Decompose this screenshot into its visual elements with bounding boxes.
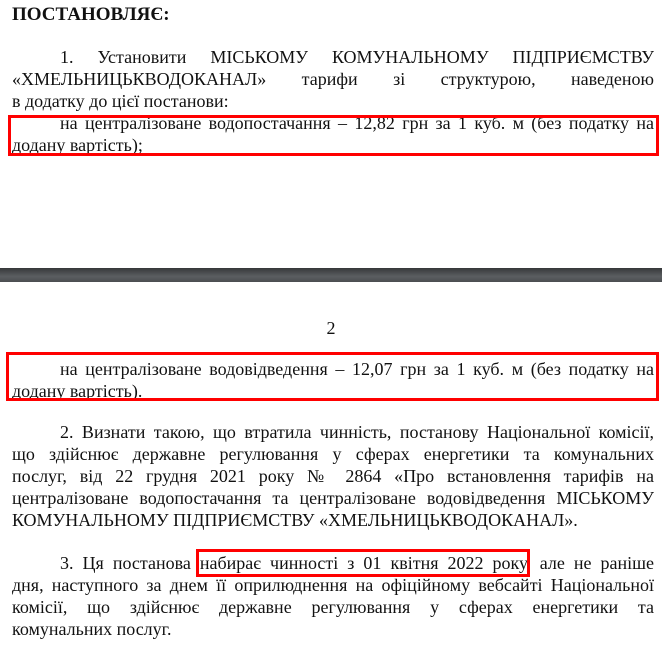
text-line: на централізоване водовідведення – 12,07 грн за 1 куб. м (без податку на [60,359,654,379]
text-line: дня, наступного за днем її оприлюднення на офіційному вебсайті Національної [12,575,654,595]
text-line: комунальних послуг. [12,619,172,639]
text-line: «ХМЕЛЬНИЦЬКВОДОКАНАЛ» тарифи зі структурою, наведеною [12,69,654,89]
text-line [12,552,654,574]
highlight-box-drainage [6,352,659,401]
text-line: додану вартість); [12,135,143,155]
text-line: в додатку до цієї постанови: [12,91,229,111]
paragraph-2 [12,421,654,531]
paragraph-3 [12,552,654,640]
text-line: на централізоване водопостачання – 12,82 грн за 1 куб. м (без податку на [60,113,654,133]
text-line: що здійснює державне регулювання у сферах енергетики та комунальних [12,444,654,464]
text-line: КОМУНАЛЬНОМУ ПІДПРИЄМСТВУ «ХМЕЛЬНИЦЬКВОДОКАНАЛ». [12,510,578,530]
paragraph-1 [12,46,654,112]
highlight-effective-date: набирає чинності з 01 квітня 2022 року [199,553,527,573]
text-line: комісії, що здійснює державне регулювання у сферах енергетики та [12,597,654,617]
page-number: 2 [326,318,336,338]
resolution-heading: ПОСТАНОВЛЯЄ: [12,4,170,25]
highlight-box-water-supply [8,115,659,156]
text-line: додану вартість). [12,381,143,401]
text-line: централізоване водопостачання та централізоване водовідведення МІСЬКОМУ [12,488,654,508]
text-line: послуг, від 22 грудня 2021 року № 2864 «Про встановлення тарифів на [12,466,654,486]
text-fragment: 3. Ця постанова [60,553,200,573]
text-line: 1. Установити МІСЬКОМУ КОМУНАЛЬНОМУ ПІДПРИЄМСТВУ [60,47,654,67]
page-separator [0,268,662,282]
text-fragment: , але не раніше [526,553,654,573]
text-line: 2. Визнати такою, що втратила чинність, постанову Національної комісії, [60,422,654,442]
